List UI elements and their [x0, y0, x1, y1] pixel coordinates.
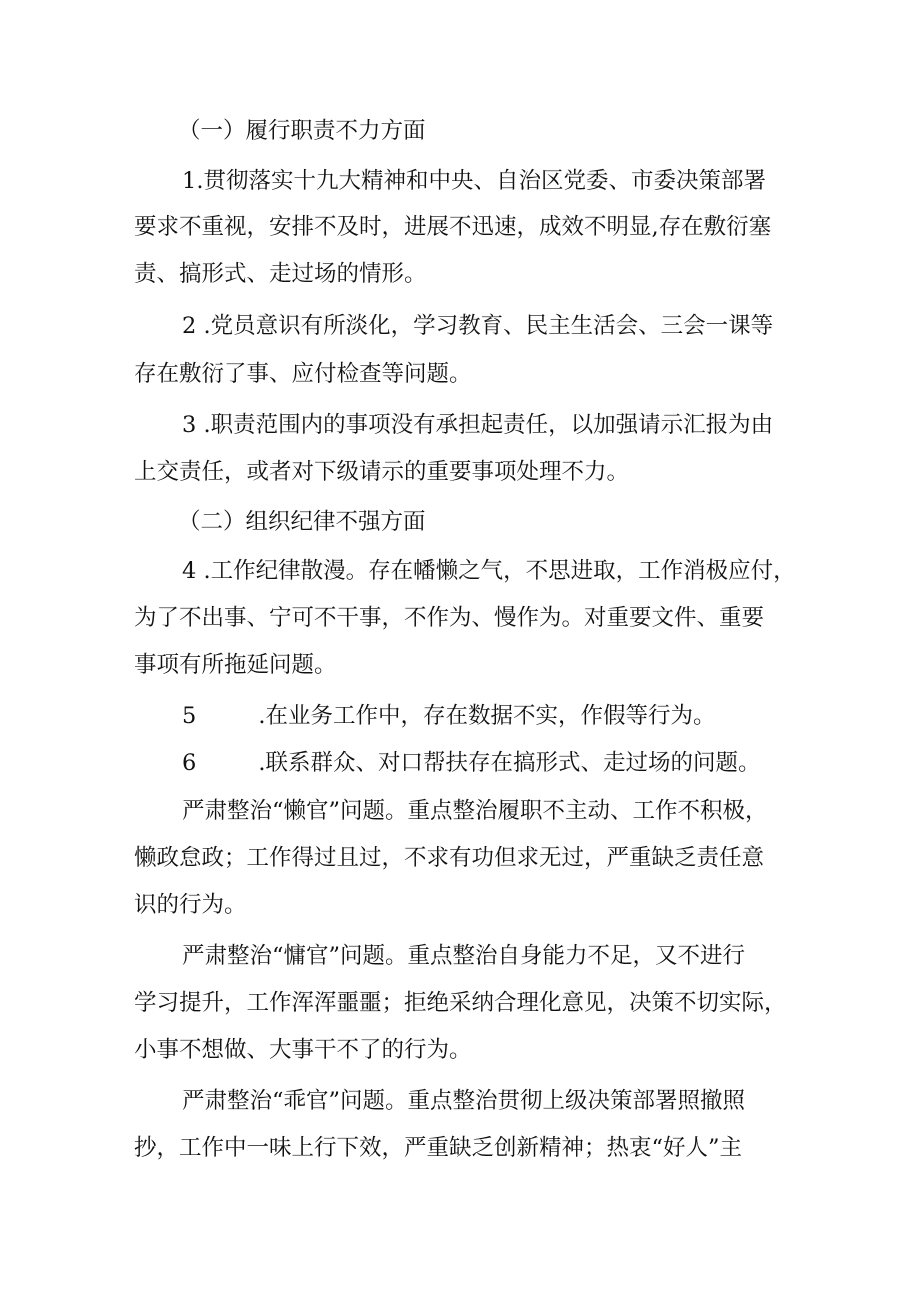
paragraph-line: 责、搞形式、走过场的情形。 — [134, 261, 427, 287]
paragraph-line: 识的行为。 — [134, 892, 247, 918]
section-heading-2: （二）组织纪律不强方面 — [178, 509, 426, 535]
paragraph-line: 存在敷衍了事、应付检查等问题。 — [134, 361, 472, 387]
list-item-5 — [182, 701, 715, 731]
paragraph-line: 3 .职责范围内的事项没有承担起责任，以加强请示汇报为由 — [182, 412, 774, 438]
paragraph-line: 学习提升，工作浑浑噩噩；拒绝采纳合理化意见，决策不切实际， — [134, 990, 787, 1016]
paragraph-line: 严肃整治“懒官”问题。重点整治履职不主动、工作不积极， — [182, 798, 768, 824]
paragraph-line: 抄，工作中一味上行下效，严重缺乏创新精神；热衷“好人”主 — [134, 1135, 743, 1161]
paragraph-line: 严肃整治“乖官”问题。重点整治贯彻上级决策部署照撤照 — [182, 1088, 746, 1114]
paragraph-line: 1.贯彻落实十九大精神和中央、自治区党委、市委决策部署 — [182, 168, 766, 194]
paragraph-line: 懒政怠政；工作得过且过，不求有功但求无过，严重缺乏责任意 — [134, 845, 765, 871]
item-number: 6 — [182, 750, 197, 776]
paragraph-line: 严肃整治“慵官”问题。重点整治自身能力不足，又不进行 — [182, 943, 746, 969]
item-text: .联系群众、对口帮扶存在搞形式、走过场的问题。 — [258, 750, 761, 776]
list-item-6 — [182, 748, 760, 778]
item-number: 5 — [182, 703, 197, 729]
paragraph-line: 小事不想做、大事干不了的行为。 — [134, 1037, 472, 1063]
paragraph-line: 上交责任，或者对下级请示的重要事项处理不力。 — [134, 459, 630, 485]
paragraph-line: 4 .工作纪律散漫。存在幡懒之气，不思进取，工作消极应付， — [182, 558, 796, 584]
paragraph-line: 2 .党员意识有所淡化，学习教育、民主生活会、三会一课等 — [182, 313, 774, 339]
paragraph-line: 事项有所拖延问题。 — [134, 652, 337, 678]
paragraph-line: 为了不出事、宁可不干事，不作为、慢作为。对重要文件、重要 — [134, 605, 765, 631]
item-text: .在业务工作中，存在数据不实，作假等行为。 — [258, 703, 716, 729]
section-heading-1: （一）履行职责不力方面 — [178, 118, 426, 144]
paragraph-line: 要求不重视，安排不及时，进展不迅速，成效不明显,存在敷衍塞 — [134, 214, 772, 240]
